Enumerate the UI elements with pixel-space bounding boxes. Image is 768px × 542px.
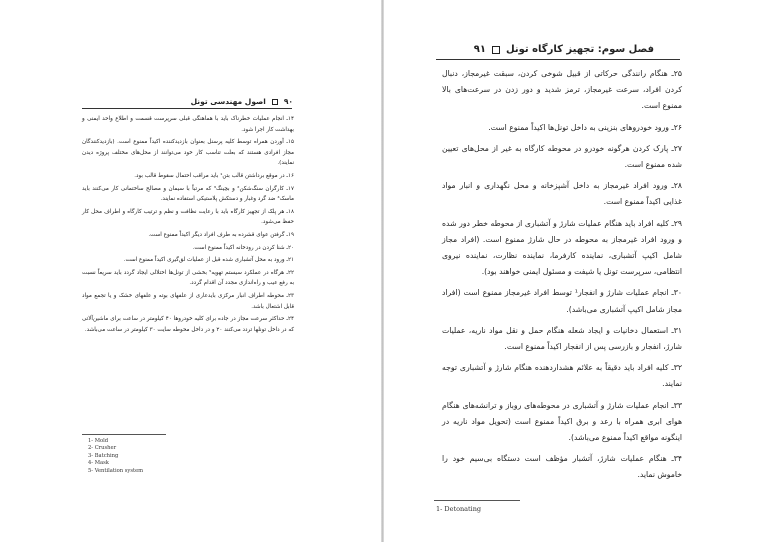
- paragraph: ۱۶ـ در موقع برداشتن قالب بتن¹ باید مراقب احتمال سقوط قالب بود.: [134, 172, 294, 179]
- right-footnote-rule: [434, 500, 520, 501]
- right-page-header: [474, 44, 654, 55]
- left-header-rule: [82, 108, 292, 109]
- left-page-number: ۹۰: [283, 97, 293, 106]
- left-page-title: اصول مهندسی تونل: [190, 97, 266, 106]
- paragraph: ۱۵ـ آوردن همراه توسط کلیه پرسنل بعنوان بازدیدکننده اکیداً ممنوع است. (بازدیدکنندگان مجاز افرادی هستند که بعلت تناسب کار خود می‌توانند از محل‌های مختلف پروژه دیدن نمایند).: [82, 139, 294, 167]
- left-page-body: [82, 114, 294, 337]
- square-bullet-icon: [272, 99, 278, 105]
- footnote: 5- Ventilation system: [88, 467, 144, 474]
- square-bullet-icon: [492, 46, 500, 54]
- left-page: [0, 0, 381, 542]
- footnote: 4- Mask: [88, 460, 109, 467]
- paragraph: ۲۱ـ ورود به محل آتشباری شده قبل از عملیات لق‌گیری اکیداً ممنوع است.: [123, 257, 294, 264]
- left-footnote-rule: [82, 434, 166, 435]
- right-header-rule: [436, 59, 680, 60]
- paragraph: ۲۵ـ هنگام رانندگی حرکاتی از قبیل شوخی کردن، سبقت غیرمجاز، دنبال کردن افراد، سرعت غیرمجاز، ترمز شدید و دور زدن در سرعت‌های بالا ممنوع است.: [442, 69, 682, 111]
- right-page-number: ۹۱: [473, 44, 486, 55]
- paragraph: ۲۷ـ پارک کردن هرگونه خودرو در محوطه کارگاه به غیر از محل‌های تعیین شده ممنوع است.: [442, 143, 682, 170]
- paragraph: ۱۹ـ گرفتن عوای قشرده به طرف افراد دیگر اکیداً ممنوع است.: [148, 231, 294, 238]
- paragraph: ۳۳ـ انجام عملیات شارژ و آتشباری در محوطه‌های روباز و ترانشه‌های هنگام هوای ابری همراه با رعد و برق اکیداً ممنوع است (تحویل مواد ناریه در اینگونه مواقع اکیداً ممنوع می‌باشد).: [442, 400, 682, 443]
- paragraph: ۳۱ـ استعمال دخانیات و ایجاد شعله هنگام حمل و نقل مواد ناریه، عملیات شارژ، انفجار و بازرسی پس از انفجار اکیداً ممنوع است.: [442, 325, 682, 352]
- footnote: 1- Detonating: [436, 505, 482, 513]
- paragraph: ۲۰ـ شنا کردن در رودخانه اکیداً ممنوع است.: [192, 244, 294, 251]
- footnote: 3- Batching: [88, 452, 119, 459]
- paragraph: ۱۸ـ هر پلک از تجهیز کارگاه باید با رعایت نظافت و نظم و ترتیب کارگاه و اطراف محل کار حفظ می‌شود.: [82, 208, 294, 226]
- paragraph: ۲۳ـ محوطه اطراف انبار مرکزی بایدعاری از علفهای بوته و علفهای خشک و یا تجمع مواد قابل اشتعال باشد.: [82, 292, 294, 310]
- right-page-body: [442, 66, 682, 489]
- footnote: 1- Mold: [88, 438, 109, 444]
- paragraph: ۲۹ـ کلیه افراد باید هنگام عملیات شارژ و آتشباری از محوطه خطر دور شده و ورود افراد غیرمجاز به محوطه در حال شارژ ممنوع است. (افراد مجاز شامل اکیپ آتشباری، نماینده کارفرما، نماینده نظارت، نماینده نیروی انتظامی، سرپرست تونل یا شیفت و مسئول ایمنی خواهند بود).: [442, 218, 682, 277]
- paragraph: ۲۶ـ ورود خودروهای بنزینی به داخل تونل‌ها اکیداً ممنوع است.: [488, 122, 682, 132]
- right-page: [384, 0, 768, 542]
- paragraph: ۱۷ـ کارگران سنگ‌شکن² و بچینگ³ که مرتباً با سیمان و مصالح ساختمانی کار می‌کنند باید ماسک⁴ ضد گرد وغبار و دستکش پلاستیکی استفاده نمایند.: [82, 185, 294, 203]
- paragraph: ۱۴ـ انجام عملیات خطرناک باید با هماهنگی قبلی سرپرست قسمت و اطلاع واحد ایمنی و بهداشت کار اجرا شود.: [82, 116, 294, 133]
- left-footnotes: [88, 438, 143, 475]
- footnote: 2- Crusher: [88, 445, 117, 452]
- left-page-header: [191, 97, 293, 106]
- right-page-title: فصل سوم: تجهیز کارگاه تونل: [505, 44, 654, 55]
- paragraph: ۳۰ـ انجام عملیات شارژ و انفجار¹ توسط افراد غیرمجاز ممنوع است (افراد مجاز شامل اکیپ آتشباری می‌باشد).: [442, 288, 683, 314]
- paragraph: ۲۴ـ حداکثر سرعت مجاز در جاده برای کلیه خودروها ۴۰ کیلومتر در ساعت برای ماشین‌آلاتی که در داخل تونلها تردد می‌کنند ۲۰ و در داخل محوطه سایت ۳۰ کیلومتر در ساعت می‌باشد.: [82, 316, 295, 333]
- paragraph: ۳۲ـ کلیه افراد باید دقیقاً به علائم هشداردهنده هنگام شارژ و آتشباری توجه نمایند.: [442, 363, 682, 389]
- right-footnotes: [436, 505, 481, 514]
- paragraph: ۳۴ـ هنگام عملیات شارژ، آتشبار مؤظف است دستگاه بی‌سیم خود را خاموش نماید.: [442, 454, 682, 480]
- paragraph: ۲۸ـ ورود افراد غیرمجاز به داخل آشپزخانه و محل نگهداری و انبار مواد غذایی اکیداً ممنوع است.: [442, 181, 682, 207]
- paragraph: ۲۲ـ هرگاه در عملکرد سیستم تهویه⁵ بخشی از تونل‌ها اختلالی ایجاد گردد باید سریعاً نسبت به رفع عیب و راه‌اندازی مجدد آن اقدام گردد.: [82, 269, 294, 287]
